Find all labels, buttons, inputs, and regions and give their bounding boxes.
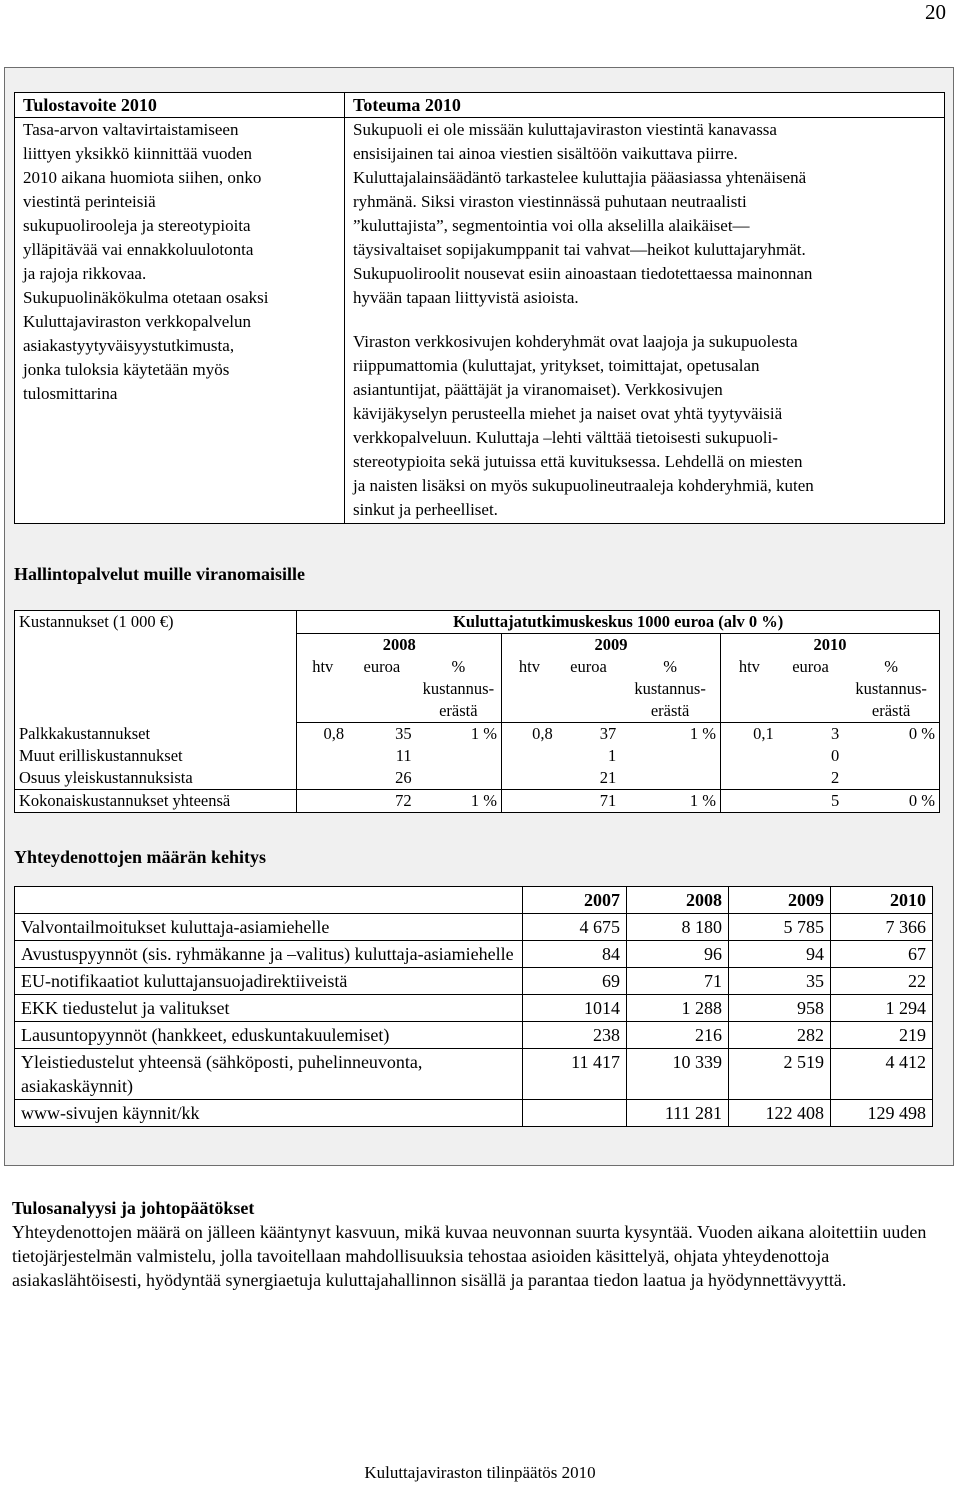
result-line: sinkut ja perheelliset. [353, 500, 498, 519]
table-row [15, 790, 940, 813]
result-header: Toteuma 2010 [345, 93, 945, 118]
contact-value: 2 519 [729, 1049, 831, 1100]
result-cell [345, 118, 945, 524]
contact-value: 22 [831, 968, 933, 995]
cost-value [416, 745, 502, 767]
table-row [15, 1100, 933, 1127]
goal-text [23, 118, 344, 406]
row-label: Palkkakustannukset [15, 723, 297, 746]
col-htv: htv [297, 656, 348, 678]
row-label: Lausuntopyynnöt (hankkeet, eduskuntakuulemiset) [15, 1022, 523, 1049]
year-header: 2009 [729, 887, 831, 914]
cost-value [502, 790, 557, 813]
goal-line: ylläpitävää vai ennakkoluulotonta [23, 240, 254, 259]
cost-value: 1 % [620, 790, 720, 813]
result-line: ensisijainen tai ainoa viestien sisältöön vaikuttava piirre. [353, 144, 738, 163]
cost-value: 3 [831, 724, 840, 743]
cost-value: 21 [599, 768, 617, 787]
table-row [15, 767, 940, 790]
contact-value: 69 [523, 968, 627, 995]
col-pct: % [843, 656, 939, 678]
contact-value: 282 [729, 1022, 831, 1049]
cost-corner: Kustannukset (1 000 €) [15, 611, 297, 634]
result-line: ryhmänä. Siksi viraston viestinnässä puhutaan neutraalisti [353, 192, 747, 211]
cost-value: 72 [348, 790, 416, 813]
result-line: riippumattomia (kuluttajat, yritykset, toimittajat, opetusalan [353, 356, 760, 375]
col-euroa: euroa [570, 657, 607, 676]
cost-value [720, 790, 777, 813]
contact-value: 96 [627, 941, 729, 968]
header-blank [15, 887, 523, 914]
cost-value: 0,1 [753, 724, 774, 743]
goal-line: Sukupuolinäkökulma otetaan osaksi [23, 288, 269, 307]
result-line: ja naisten lisäksi on myös sukupuolineutraaleja kohderyhmiä, kuten [353, 476, 814, 495]
cost-value: 71 [557, 790, 620, 813]
cost-value: 0 % [843, 723, 939, 746]
table-row [15, 723, 940, 746]
result-line: Sukupuoliroolit nousevat esiin ainoastaan tiedotettaessa mainonnan [353, 264, 813, 283]
table-row [15, 995, 933, 1022]
cost-value: 26 [395, 768, 412, 787]
cost-value: 2 [831, 768, 840, 787]
contact-value: 84 [523, 941, 627, 968]
row-label: Valvontailmoitukset kuluttaja-asiamiehelle [15, 914, 523, 941]
cost-value [720, 745, 777, 767]
col-pct-label: kustannus- [620, 678, 720, 700]
col-pct-label: kustannus- [416, 678, 502, 700]
cost-value: 1 % [416, 790, 502, 813]
contact-value: 238 [523, 1022, 627, 1049]
cost-value: 35 [395, 724, 412, 743]
col-pct: % [620, 656, 720, 678]
contact-value: 216 [627, 1022, 729, 1049]
section-heading-admin: Hallintopalvelut muille viranomaisille [14, 564, 306, 584]
section-heading-contacts: Yhteydenottojen määrän kehitys [14, 847, 266, 867]
col-pct-label: erästä [416, 700, 502, 723]
col-euroa: euroa [792, 657, 829, 676]
cost-caption: Kuluttajatutkimuskeskus 1000 euroa (alv 0 %) [297, 611, 940, 634]
contact-value: 1 294 [831, 995, 933, 1022]
cost-value [416, 767, 502, 790]
result-line: kävijäkyselyn perusteella miehet ja naiset ovat yhtä tyytyväisiä [353, 404, 783, 423]
result-line: stereotypioita sekä jutuissa että kuvituksessa. Lehdellä on miesten [353, 452, 803, 471]
cost-value [297, 767, 348, 790]
page-number: 20 [925, 0, 946, 24]
contact-value: 1014 [523, 995, 627, 1022]
contact-value: 8 180 [627, 914, 729, 941]
goal-line: Tasa-arvon valtavirtaistamiseen [23, 120, 239, 139]
table-row [15, 1049, 933, 1100]
cost-rows [15, 723, 940, 813]
result-paragraph-1 [353, 118, 944, 310]
cost-year-2009: 2009 [502, 634, 721, 657]
cost-year-2010: 2010 [720, 634, 939, 657]
table-row [15, 745, 940, 767]
row-label: Avustuspyynnöt (sis. ryhmäkanne ja –valitus) kuluttaja-asiamiehelle [15, 941, 523, 968]
cost-value: 1 % [620, 723, 720, 746]
result-line: verkkopalveluun. Kuluttaja –lehti välttää tietoisesti sukupuoli- [353, 428, 778, 447]
goal-line: Kuluttajaviraston verkkopalvelun [23, 312, 252, 331]
page-footer: Kuluttajaviraston tilinpäätös 2010 [364, 1463, 596, 1482]
contact-value: 94 [729, 941, 831, 968]
col-htv: htv [518, 657, 540, 676]
contact-value: 7 366 [831, 914, 933, 941]
goal-line: jonka tuloksia käytetään myös [23, 360, 230, 379]
cost-value: 0 % [843, 790, 939, 813]
cost-value [502, 745, 557, 767]
contact-value: 958 [729, 995, 831, 1022]
table-row [15, 914, 933, 941]
cost-value: 1 % [416, 723, 502, 746]
contact-value: 11 417 [523, 1049, 627, 1100]
contact-value: 5 785 [729, 914, 831, 941]
cost-value: 37 [599, 724, 617, 743]
result-line: Viraston verkkosivujen kohderyhmät ovat laajoja ja sukupuolesta [353, 332, 798, 351]
year-header: 2007 [523, 887, 627, 914]
cost-value [297, 790, 348, 813]
result-line: Kuluttajalainsäädäntö tarkastelee kuluttajia pääasiassa yhtenäisenä [353, 168, 807, 187]
result-line: ”kuluttajista”, segmentointia voi olla akselilla alaikäiset— [353, 216, 750, 235]
goal-line: sukupuolirooleja ja stereotypioita [23, 216, 251, 235]
goal-line: asiakastyytyväisyystutkimusta, [23, 336, 235, 355]
cost-value [502, 767, 557, 790]
cost-value: 0 [831, 746, 840, 765]
contact-value: 111 281 [627, 1100, 729, 1127]
table-row [15, 968, 933, 995]
col-pct-label: erästä [620, 700, 720, 723]
cost-value: 1 [607, 746, 617, 765]
goal-table [14, 92, 945, 524]
contact-value: 122 408 [729, 1100, 831, 1127]
cost-year-2008: 2008 [297, 634, 502, 657]
contact-value: 71 [627, 968, 729, 995]
col-pct-label: kustannus- [843, 678, 939, 700]
result-paragraph-2 [353, 330, 944, 522]
table-row [15, 1022, 933, 1049]
goal-cell [15, 118, 345, 524]
col-pct: % [416, 656, 502, 678]
cost-value: 5 [778, 790, 843, 813]
cost-table [14, 610, 940, 813]
result-line: asiantuntijat, päättäjät ja viranomaiset). Verkkosivujen [353, 380, 723, 399]
cost-value [843, 745, 939, 767]
table-header-row [15, 887, 933, 914]
goal-line: ja rajoja rikkovaa. [23, 264, 147, 283]
row-label: www-sivujen käynnit/kk [15, 1100, 523, 1127]
row-label: Muut erilliskustannukset [15, 745, 297, 767]
year-header: 2010 [831, 887, 933, 914]
contact-value: 4 675 [523, 914, 627, 941]
cost-value [843, 767, 939, 790]
cost-value: 0,8 [297, 723, 348, 746]
contact-value: 1 288 [627, 995, 729, 1022]
result-line: hyvään tapaan liittyvistä asioista. [353, 288, 579, 307]
cost-value: 0,8 [532, 724, 553, 743]
goal-line: tulosmittarina [23, 384, 118, 403]
col-euroa: euroa [363, 657, 401, 676]
table-row [15, 941, 933, 968]
row-label: EKK tiedustelut ja valitukset [15, 995, 523, 1022]
cost-value [620, 767, 720, 790]
row-label: Osuus yleiskustannuksista [15, 767, 297, 790]
contact-value: 219 [831, 1022, 933, 1049]
row-label: Kokonaiskustannukset yhteensä [15, 790, 297, 813]
cost-value [297, 745, 348, 767]
contacts-table [14, 886, 933, 1127]
contact-value: 35 [729, 968, 831, 995]
row-label: Yleistiedustelut yhteensä (sähköposti, puhelinneuvonta, asiakaskäynnit) [15, 1049, 523, 1100]
col-pct-label: erästä [843, 700, 939, 723]
contact-value: 4 412 [831, 1049, 933, 1100]
cost-value [620, 745, 720, 767]
analysis-heading: Tulosanalyysi ja johtopäätökset [12, 1198, 255, 1218]
goal-line: viestintä perinteisiä [23, 192, 156, 211]
contact-value [523, 1100, 627, 1127]
goal-line: 2010 aikana huomiota siihen, onko [23, 168, 262, 187]
col-htv: htv [738, 657, 760, 676]
analysis-text: Yhteydenottojen määrä on jälleen kääntynyt kasvuun, mikä kuvaa neuvonnan suurta kysyntää. Vuoden aikana aloitettiin uuden tietojärjestelmän valmistelu, jolla tavoitellaan mahdollisuuksia tehostaa asioiden käsittelyä, ohjata yhteydenottoja asiakaslähtöisesti, hyödyntää synergiaetuja kuluttajahallinnon sisällä ja parantaa tiedon laatua ja hyödynnettävyyttä. [12, 1222, 927, 1290]
goal-header: Tulostavoite 2010 [15, 93, 345, 118]
result-line: Sukupuoli ei ole missään kuluttajaviraston viestintä kanavassa [353, 120, 777, 139]
cost-value [720, 767, 777, 790]
goal-line: liittyen yksikkö kiinnittää vuoden [23, 144, 253, 163]
cost-value: 11 [395, 746, 412, 765]
contact-value: 67 [831, 941, 933, 968]
result-line: täysivaltaiset sopijakumppanit tai vahvat—heikot kuluttajaryhmät. [353, 240, 806, 259]
row-label: EU-notifikaatiot kuluttajansuojadirektiiveistä [15, 968, 523, 995]
year-header: 2008 [627, 887, 729, 914]
contact-value: 10 339 [627, 1049, 729, 1100]
contact-value: 129 498 [831, 1100, 933, 1127]
